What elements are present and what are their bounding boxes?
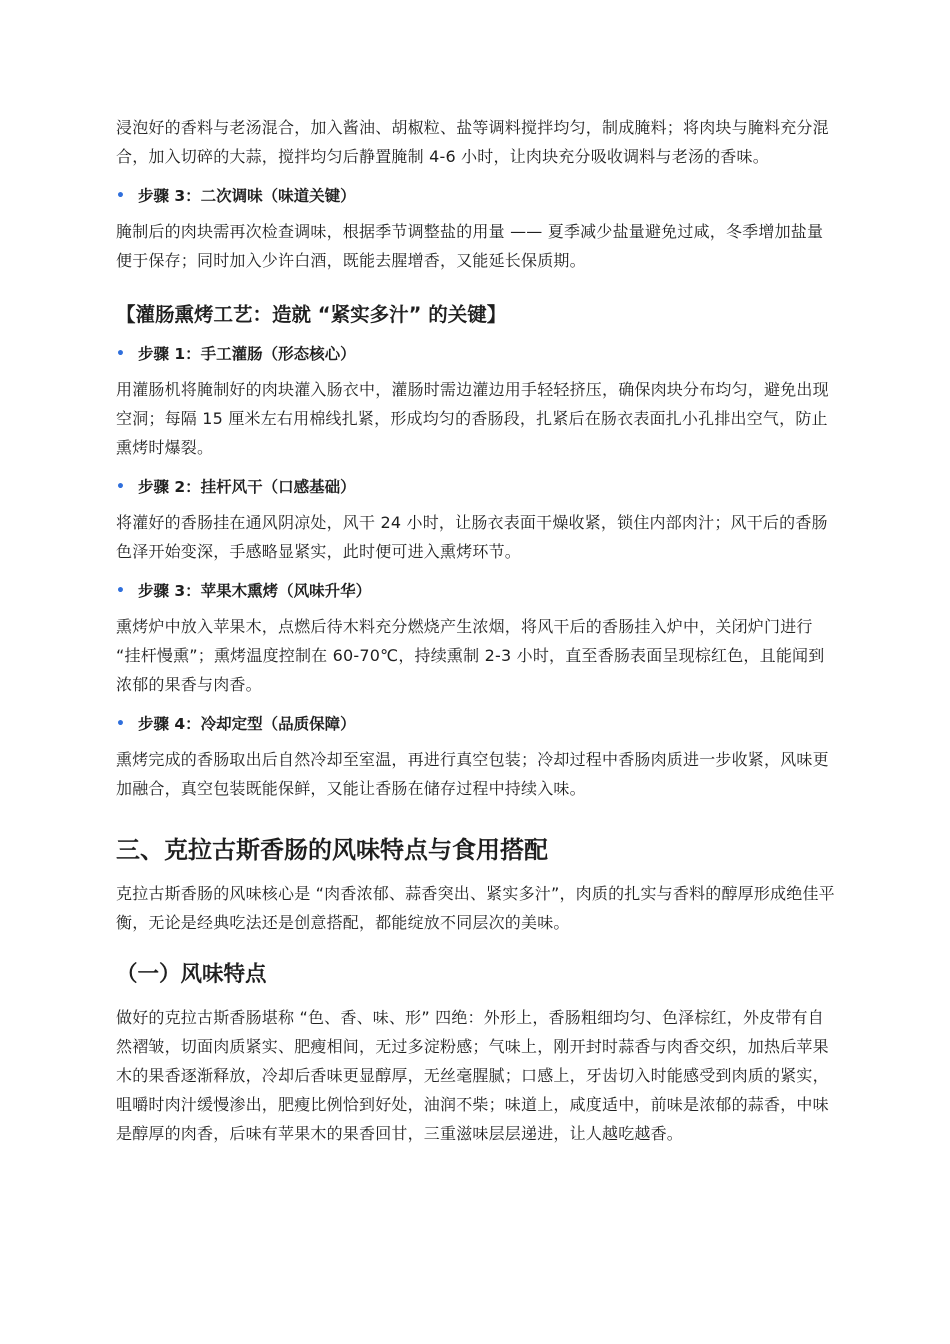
marinate-step-3-title bbox=[116, 185, 836, 207]
craft-step-3-text: 熏烤炉中放入苹果木，点燃后待木料充分燃烧产生浓烟，将风干后的香肠挂入炉中，关闭炉门进行 “挂杆慢熏”；熏烤温度控制在 60-70℃，持续熏制 2-3 小时，直至香肠表面呈现棕红色，且能闻到浓郁的果香与肉香。 bbox=[116, 617, 825, 694]
craft-step-4-title bbox=[116, 713, 836, 735]
document-page bbox=[116, 113, 836, 1148]
flavor-sub-heading: （一）风味特点 bbox=[116, 962, 267, 987]
bullet-icon: • bbox=[116, 188, 125, 204]
intro-paragraph: 浸泡好的香料与老汤混合，加入酱油、胡椒粒、盐等调料搅拌均匀，制成腌料；将肉块与腌料充分混合，加入切碎的大蒜，搅拌均匀后静置腌制 4-6 小时，让肉块充分吸收调料与老汤的香味。 bbox=[116, 118, 829, 166]
step-title-text: 步骤 1：手工灌肠（形态核心） bbox=[138, 345, 356, 363]
craft-step-1-title bbox=[116, 343, 836, 365]
step-title-text: 步骤 4：冷却定型（品质保障） bbox=[138, 715, 356, 733]
step-title-text: 步骤 3：苹果木熏烤（风味升华） bbox=[138, 582, 372, 600]
step-title-text: 步骤 2：挂杆风干（口感基础） bbox=[138, 478, 356, 496]
bullet-icon: • bbox=[116, 479, 125, 495]
craft-heading: 【灌肠熏烤工艺：造就 “紧实多汁” 的关键】 bbox=[116, 303, 507, 326]
craft-step-3-title bbox=[116, 580, 836, 602]
craft-step-2-title bbox=[116, 476, 836, 498]
step-title-text: 步骤 3：二次调味（味道关键） bbox=[138, 187, 356, 205]
bullet-icon: • bbox=[116, 583, 125, 599]
craft-step-4-text: 熏烤完成的香肠取出后自然冷却至室温，再进行真空包装；冷却过程中香肠肉质进一步收紧，风味更加融合，真空包装既能保鲜，又能让香肠在储存过程中持续入味。 bbox=[116, 750, 829, 798]
section-3-intro: 克拉古斯香肠的风味核心是 “肉香浓郁、蒜香突出、紧实多汁”，肉质的扎实与香料的醇厚形成绝佳平衡，无论是经典吃法还是创意搭配，都能绽放不同层次的美味。 bbox=[116, 884, 835, 932]
craft-step-1-text: 用灌肠机将腌制好的肉块灌入肠衣中，灌肠时需边灌边用手轻轻挤压，确保肉块分布均匀，避免出现空洞；每隔 15 厘米左右用棉线扎紧，形成均匀的香肠段，扎紧后在肠衣表面扎小孔排出空气，防止熏烤时爆裂。 bbox=[116, 380, 829, 457]
craft-step-2-text: 将灌好的香肠挂在通风阴凉处，风干 24 小时，让肠衣表面干燥收紧，锁住内部肉汁；风干后的香肠色泽开始变深，手感略显紧实，此时便可进入熏烤环节。 bbox=[116, 513, 828, 561]
flavor-paragraph: 做好的克拉古斯香肠堪称 “色、香、味、形” 四绝：外形上，香肠粗细均匀、色泽棕红，外皮带有自然褶皱，切面肉质紧实、肥瘦相间，无过多淀粉感；气味上，刚开封时蒜香与肉香交织，加热后苹果木的果香逐渐释放，冷却后香味更显醇厚，无丝毫腥腻；口感上，牙齿切入时能感受到肉质的紧实，咀嚼时肉汁缓慢渗出，肥瘦比例恰到好处，油润不柴；味道上，咸度适中，前味是浓郁的蒜香，中味是醇厚的肉香，后味有苹果木的果香回甘，三重滋味层层递进，让人越吃越香。 bbox=[116, 1008, 829, 1143]
bullet-icon: • bbox=[116, 346, 125, 362]
marinate-step-3-text: 腌制后的肉块需再次检查调味，根据季节调整盐的用量 —— 夏季减少盐量避免过咸，冬季增加盐量便于保存；同时加入少许白酒，既能去腥增香，又能延长保质期。 bbox=[116, 222, 824, 270]
section-3-heading: 三、克拉古斯香肠的风味特点与食用搭配 bbox=[116, 836, 548, 864]
bullet-icon: • bbox=[116, 716, 125, 732]
